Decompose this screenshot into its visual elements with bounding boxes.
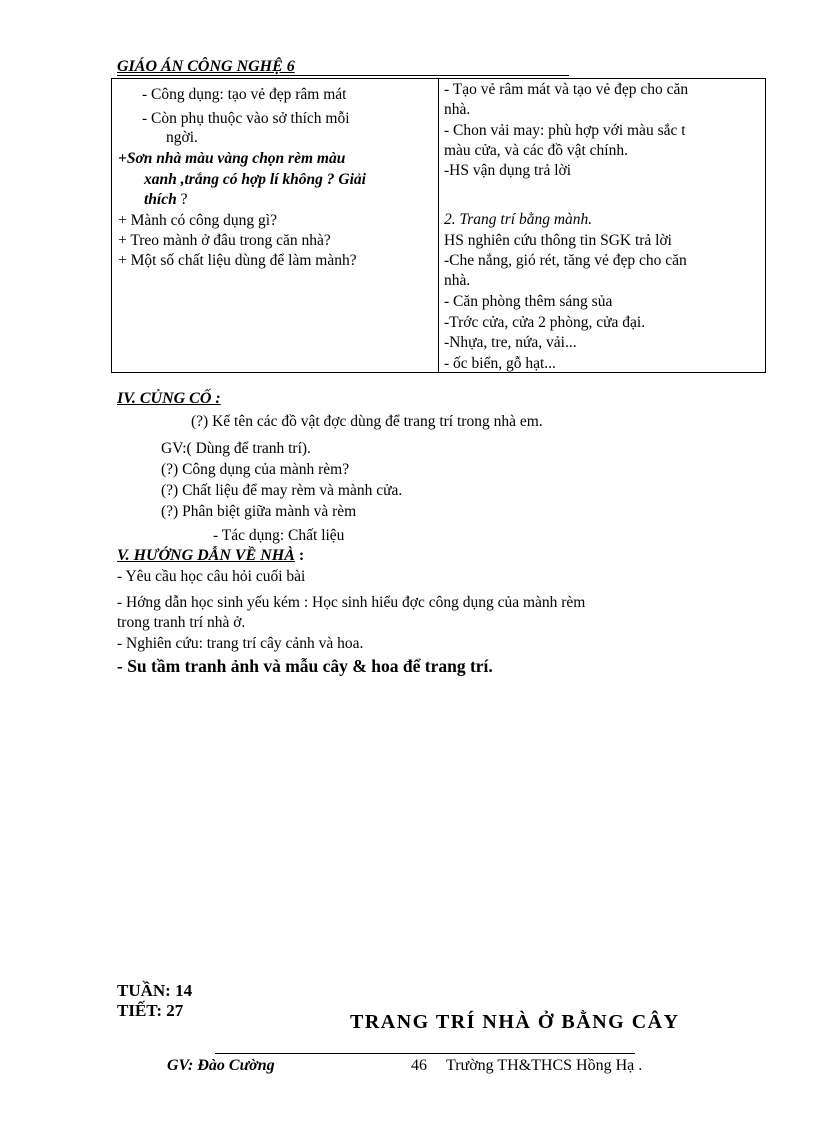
lesson-title: TRANG TRÍ NHÀ Ở BẰNG CÂY — [350, 1011, 680, 1033]
table-right-line: -Che nắng, gió rét, tăng vẻ đẹp cho căn — [444, 252, 687, 269]
table-right-line: nhà. — [444, 272, 471, 289]
section4-heading: IV. CỦNG CỐ : — [117, 390, 221, 407]
table-left-line: ngời. — [166, 129, 198, 146]
table-right-line: -HS vận dụng trả lời — [444, 162, 572, 179]
section4-line: (?) Chất liệu để may rèm và mành cửa. — [161, 482, 403, 499]
lesson-period: TIẾT: 27 — [117, 1001, 184, 1020]
header-rule — [117, 75, 569, 76]
table-left-line: - Còn phụ thuộc vào sở thích mỗi — [142, 110, 350, 127]
table-left-line-group — [144, 190, 188, 210]
table-right-line: màu cửa, và các đồ vật chính. — [444, 142, 628, 159]
section5-line: - Yêu cầu học câu hỏi cuối bài — [117, 568, 306, 585]
table-right-line: - Tạo vẻ râm mát và tạo vẻ đẹp cho căn — [444, 81, 689, 98]
table-left-line: xanh ,trắng có hợp lí không ? Giải — [144, 171, 366, 188]
table-right-line: -Nhựa, tre, nứa, vải... — [444, 334, 577, 351]
table-right-line: - Chon vải may: phù hợp với màu sắc t — [444, 122, 686, 139]
section4-line: GV:( Dùng để tranh trí). — [161, 440, 311, 457]
footer-teacher: GV: Đào Cường — [167, 1057, 275, 1074]
table-left-line: ? — [176, 191, 188, 208]
table-right-line: -Trớc cửa, cửa 2 phòng, cửa đại. — [444, 314, 646, 331]
table-left-line: +Sơn nhà màu vàng chọn rèm màu — [118, 150, 346, 167]
lesson-table — [111, 78, 766, 373]
section5-bold-line: - Su tầm tranh ảnh và mẫu cây & hoa để trang trí. — [117, 656, 493, 676]
table-left-line: + Một số chất liệu dùng để làm mành? — [118, 252, 357, 269]
section5-line: - Hớng dẫn học sinh yếu kém : Học sinh hiểu đợc công dụng của mành rèm — [117, 594, 586, 611]
footer-rule — [215, 1053, 635, 1054]
section5-line: trong tranh trí nhà ở. — [117, 614, 246, 631]
table-left-line: + Mành có công dụng gì? — [118, 212, 277, 229]
section5-heading-row — [117, 547, 304, 565]
section4-line: (?) Phân biệt giữa mành và rèm — [161, 503, 357, 520]
table-right-line: - ốc biển, gỗ hạt... — [444, 355, 556, 372]
table-right-line: nhà. — [444, 101, 471, 118]
section4-line: (?) Kể tên các đồ vật đợc dùng để trang trí trong nhà em. — [191, 413, 543, 430]
table-right-line: 2. Trang trí bằng mành. — [444, 211, 593, 228]
table-left-line: - Công dụng: tạo vẻ đẹp râm mát — [142, 86, 347, 103]
section5-line: - Nghiên cứu: trang trí cây cảnh và hoa. — [117, 635, 364, 652]
lesson-week: TUẦN: 14 — [117, 981, 193, 1000]
table-left-line: thích — [144, 191, 177, 208]
header-title: GIÁO ÁN CÔNG NGHỆ 6 — [117, 58, 295, 75]
footer-school: Trường TH&THCS Hồng Hạ . — [446, 1057, 643, 1074]
table-left-line: + Treo mành ở đâu trong căn nhà? — [118, 232, 331, 249]
section4-line: - Tác dụng: Chất liệu — [213, 527, 345, 544]
section4-line: (?) Công dụng của mành rèm? — [161, 461, 350, 478]
table-divider — [438, 79, 439, 372]
table-right-line: - Căn phòng thêm sáng sủa — [444, 293, 613, 310]
section5-heading: V. HƯỚNG DẪN VỀ NHÀ — [117, 547, 295, 564]
table-right-line: HS nghiên cứu thông tin SGK trả lời — [444, 232, 672, 249]
section5-heading-suffix: : — [294, 547, 305, 564]
footer-page-number: 46 — [411, 1057, 427, 1074]
